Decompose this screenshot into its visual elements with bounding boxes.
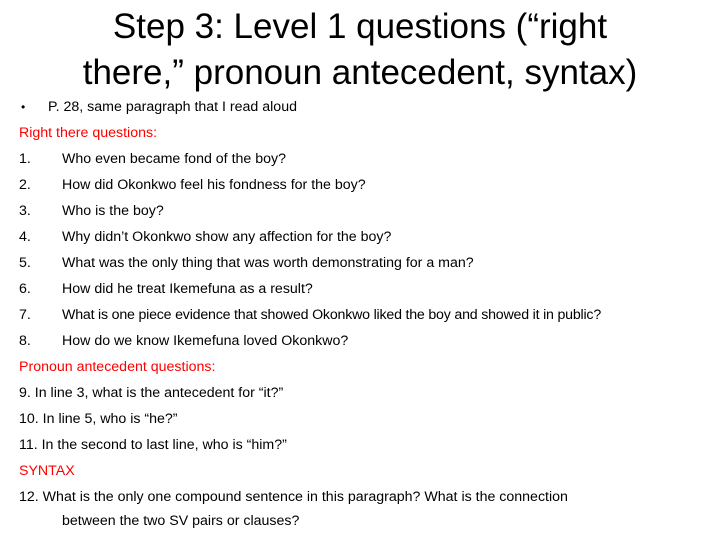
question-number: 2. bbox=[19, 177, 31, 193]
question-number: 5. bbox=[19, 255, 31, 271]
pronoun-question: 9. In line 3, what is the antecedent for “it?” bbox=[19, 385, 284, 401]
question-number: 3. bbox=[19, 203, 31, 219]
bullet-icon: • bbox=[21, 100, 26, 114]
question-number: 7. bbox=[19, 307, 31, 323]
question-item bbox=[19, 328, 719, 354]
question-number: 1. bbox=[19, 151, 31, 167]
question-text: Who is the boy? bbox=[62, 203, 164, 219]
question-number: 8. bbox=[19, 333, 31, 349]
question-text: How did Okonkwo feel his fondness for the boy? bbox=[62, 177, 366, 193]
slide-title-line-2: there,” pronoun antecedent, syntax) bbox=[82, 53, 638, 92]
pronoun-heading: Pronoun antecedent questions: bbox=[19, 359, 216, 375]
syntax-heading: SYNTAX bbox=[19, 463, 75, 479]
question-item bbox=[19, 198, 719, 224]
right-there-heading: Right there questions: bbox=[19, 125, 158, 141]
question-text: What was the only thing that was worth demonstrating for a man? bbox=[62, 255, 474, 271]
question-text: What is one piece evidence that showed Okonkwo liked the boy and showed it in public? bbox=[62, 307, 602, 323]
question-text: Why didn’t Okonkwo show any affection for the boy? bbox=[62, 229, 392, 245]
question-item bbox=[19, 172, 719, 198]
slide-title bbox=[30, 4, 690, 96]
question-text: Who even became fond of the boy? bbox=[62, 151, 286, 167]
slide-title-line-1: Step 3: Level 1 questions (“right bbox=[112, 7, 608, 46]
question-number: 6. bbox=[19, 281, 31, 297]
syntax-question-line-2: between the two SV pairs or clauses? bbox=[62, 513, 300, 529]
bullet-text: P. 28, same paragraph that I read aloud bbox=[48, 99, 297, 115]
question-number: 4. bbox=[19, 229, 31, 245]
bullet-line bbox=[19, 94, 719, 120]
syntax-question-line-1: 12. What is the only one compound sentence in this paragraph? What is the connection bbox=[19, 489, 568, 505]
slide-body bbox=[19, 94, 719, 534]
question-item bbox=[19, 276, 719, 302]
question-text: How do we know Ikemefuna loved Okonkwo? bbox=[62, 333, 349, 349]
question-item bbox=[19, 224, 719, 250]
pronoun-question: 11. In the second to last line, who is “him?” bbox=[19, 437, 287, 453]
question-text: How did he treat Ikemefuna as a result? bbox=[62, 281, 313, 297]
question-item bbox=[19, 146, 719, 172]
pronoun-question: 10. In line 5, who is “he?” bbox=[19, 411, 178, 427]
question-item bbox=[19, 302, 719, 328]
question-item bbox=[19, 250, 719, 276]
